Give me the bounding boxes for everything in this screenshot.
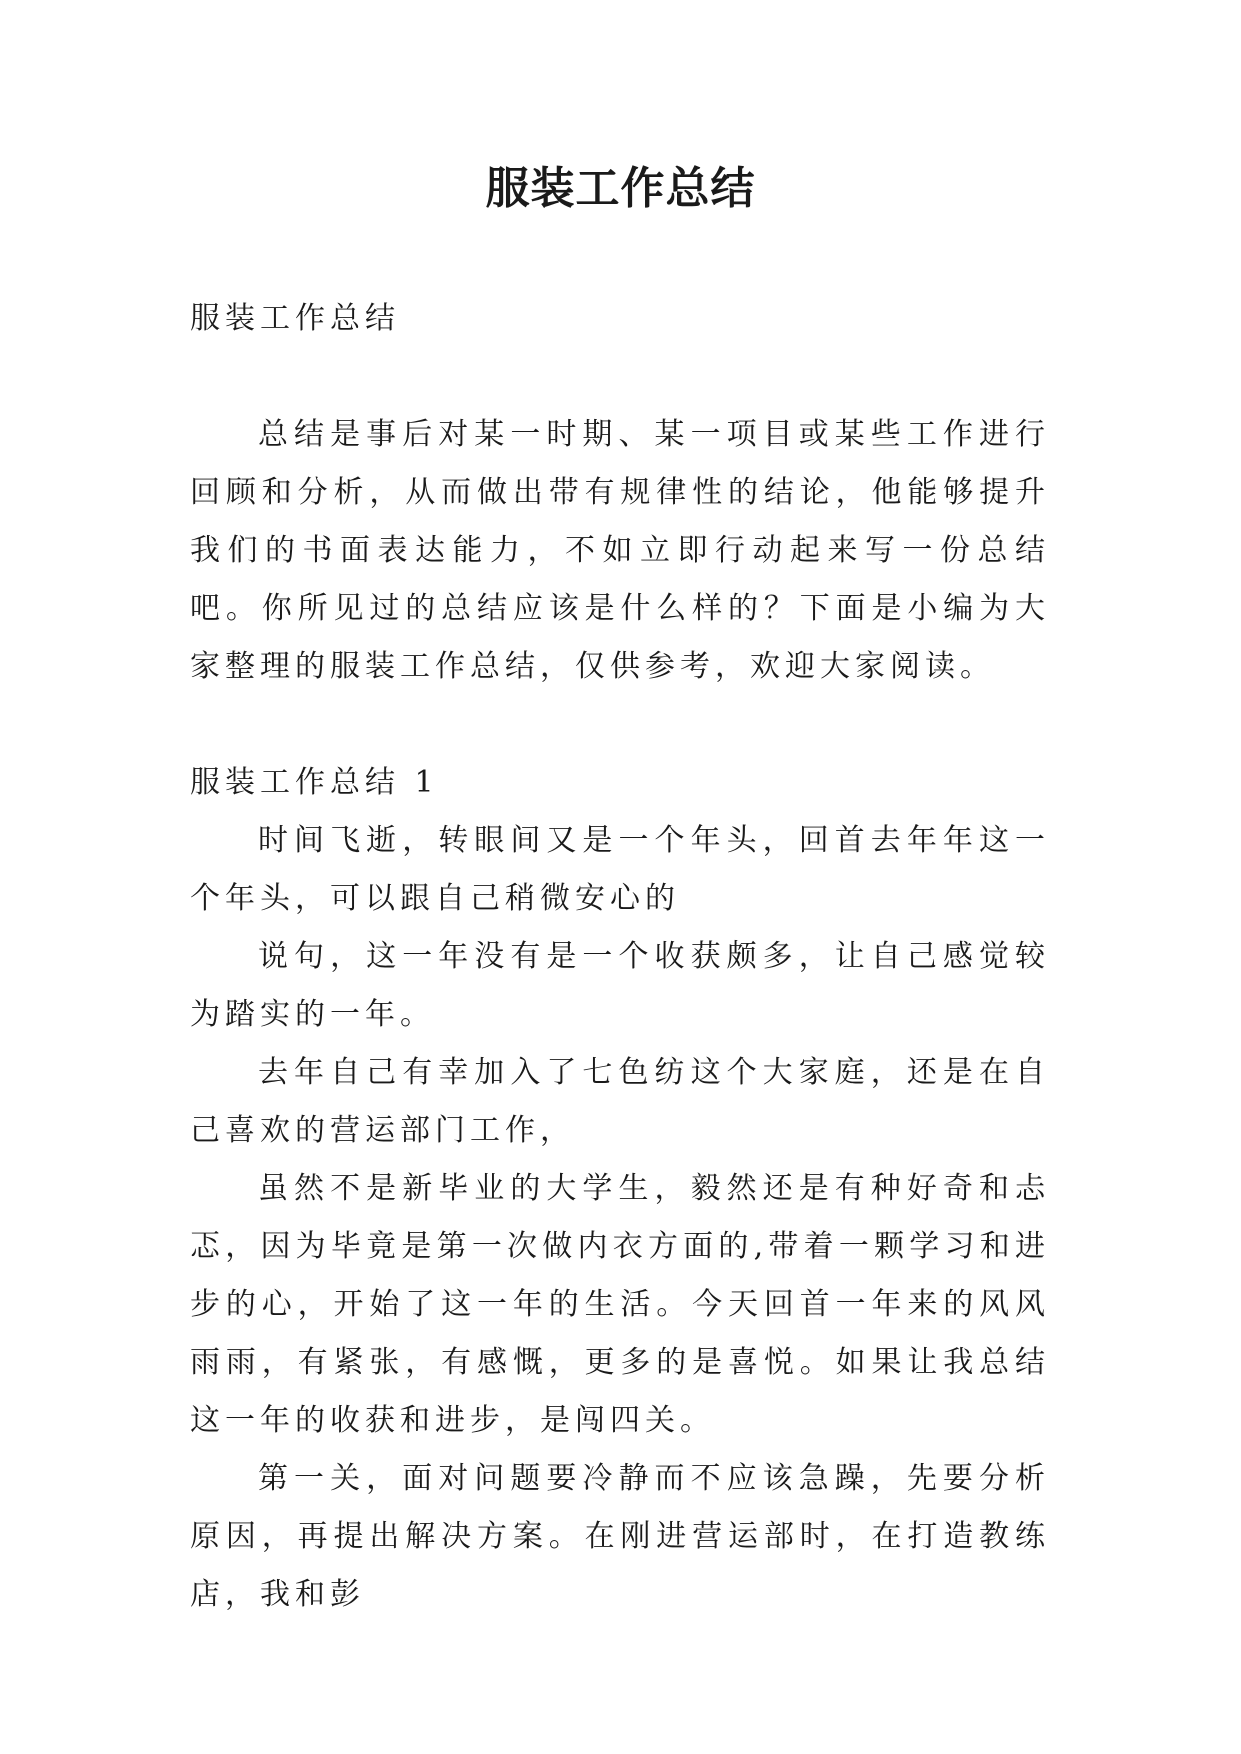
body-paragraph: 虽然不是新毕业的大学生，毅然还是有种好奇和忐忑，因为毕竟是第一次做内衣方面的,带着一颗学习和进步的心，开始了这一年的生活。今天回首一年来的风风雨雨，有紧张，有感慨，更多的是喜悦。如果让我总结这一年的收获和进步，是闯四关。 <box>190 1171 1050 1438</box>
document-body <box>190 290 1050 1624</box>
section-heading: 服装工作总结 1 <box>190 765 439 800</box>
body-paragraph: 说句，这一年没有是一个收获颇多，让自己感觉较为踏实的一年。 <box>190 939 1050 1032</box>
document-subtitle: 服装工作总结 <box>190 301 400 336</box>
body-paragraph: 第一关，面对问题要冷静而不应该急躁，先要分析原因，再提出解决方案。在刚进营运部时，在打造教练店，我和彭 <box>190 1461 1050 1612</box>
document-title: 服装工作总结 <box>485 163 756 214</box>
intro-paragraph: 总结是事后对某一时期、某一项目或某些工作进行回顾和分析，从而做出带有规律性的结论，他能够提升我们的书面表达能力，不如立即行动起来写一份总结吧。你所见过的总结应该是什么样的？下面是小编为大家整理的服装工作总结，仅供参考，欢迎大家阅读。 <box>190 417 1050 684</box>
body-paragraph: 时间飞逝，转眼间又是一个年头，回首去年年这一个年头，可以跟自己稍微安心的 <box>190 823 1050 916</box>
body-paragraph: 去年自己有幸加入了七色纺这个大家庭，还是在自己喜欢的营运部门工作， <box>190 1055 1050 1148</box>
